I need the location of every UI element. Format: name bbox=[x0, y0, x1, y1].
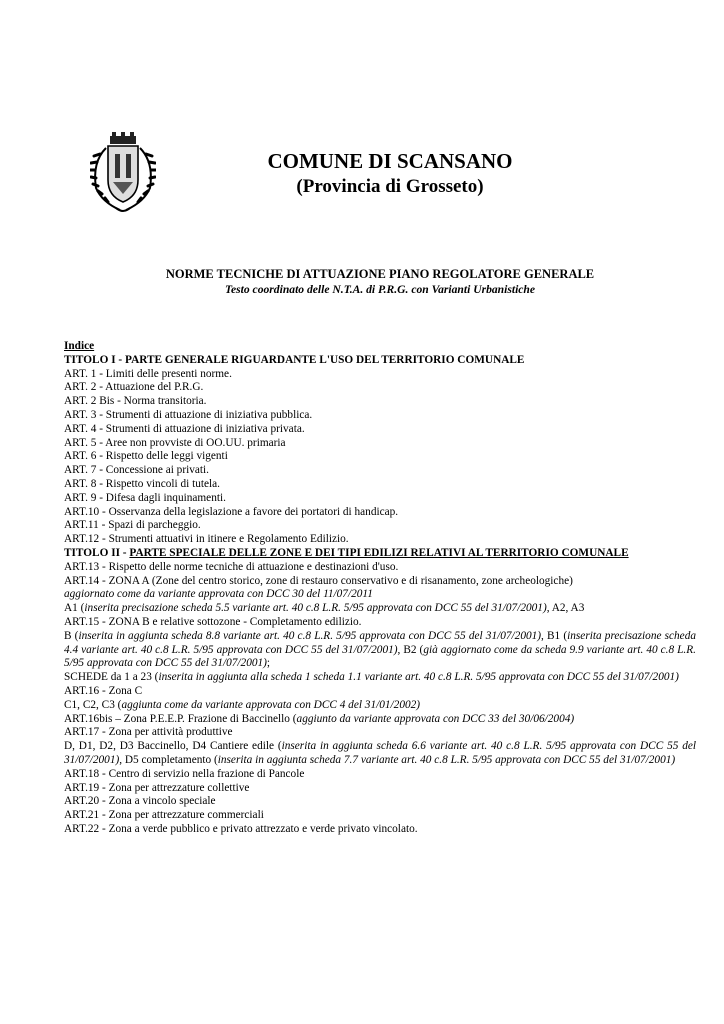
toc-entry: ART. 2 - Attuazione del P.R.G. bbox=[64, 381, 204, 394]
toc-text: , B2 ( bbox=[397, 643, 424, 656]
toc-text: ART.16bis – Zona P.E.E.P. Frazione di Baccinello ( bbox=[64, 712, 297, 725]
toc-text: A1 ( bbox=[64, 602, 85, 615]
toc-note-text: inserita in aggiunta scheda 8.8 variante art. 40 c.8 L.R. 5/95 approvata con DCC 55 del 31/07/2001) bbox=[78, 629, 542, 642]
toc-text: ; bbox=[266, 657, 271, 670]
page-header bbox=[230, 148, 550, 200]
toc-note-text: inserita in aggiunta alla scheda 1 scheda 1.1 variante art. 40 c.8 L.R. 5/95 approvata con DCC 55 del 31/07/2001) bbox=[158, 671, 679, 684]
province-name: (Provincia di Grosseto) bbox=[296, 176, 484, 197]
toc-entry: ART.19 - Zona per attrezzature collettive bbox=[64, 781, 250, 794]
toc-entry: ART. 2 Bis - Norma transitoria. bbox=[64, 395, 207, 408]
toc-entry: ART.22 - Zona a verde pubblico e privato attrezzato e verde privato vincolato. bbox=[64, 822, 418, 835]
toc-entry: ART. 4 - Strumenti di attuazione di iniziativa privata. bbox=[64, 422, 305, 435]
toc-entry: ART. 6 - Rispetto delle leggi vigenti bbox=[64, 450, 228, 463]
toc-note-text: aggiornato come da variante approvata con DCC 30 del 11/07/2011 bbox=[64, 588, 373, 601]
toc-note-text: aggiunta come da variante approvata con DCC 4 del 31/01/2002) bbox=[121, 698, 421, 711]
toc-text: C1, C2, C3 ( bbox=[64, 698, 122, 711]
toc-note bbox=[64, 588, 696, 602]
toc-note-text: inserita in aggiunta scheda 6.6 variante art. 40 c.8 L.R. 5/95 approvata con DCC 55 del 31/07/2001) bbox=[64, 740, 696, 766]
toc-entry: ART.20 - Zona a vincolo speciale bbox=[64, 795, 216, 808]
toc-entry: ART.15 - ZONA B e relative sottozone - Completamento edilizio. bbox=[64, 615, 362, 628]
toc-entry bbox=[64, 671, 696, 685]
titolo-2-text: PARTE SPECIALE DELLE ZONE E DEI TIPI EDILIZI RELATIVI AL TERRITORIO COMUNALE bbox=[129, 546, 629, 559]
toc-text: , A2, A3 bbox=[546, 602, 585, 615]
toc-entry: ART.11 - Spazi di parcheggio. bbox=[64, 519, 201, 532]
toc-entry: ART.21 - Zona per attrezzature commerciali bbox=[64, 809, 264, 822]
toc-note-text: inserita in aggiunta scheda 7.7 variante art. 40 c.8 L.R. 5/95 approvata con DCC 55 del 31/07/2001) bbox=[217, 753, 676, 766]
toc-entry: ART. 7 - Concessione ai privati. bbox=[64, 464, 210, 477]
titolo-2-heading bbox=[64, 547, 696, 561]
toc-entry: ART. 5 - Aree non provviste di OO.UU. primaria bbox=[64, 436, 286, 449]
titolo-2-prefix: TITOLO II - bbox=[64, 546, 130, 559]
toc-entry: ART.10 - Osservanza della legislazione a favore dei portatori di handicap. bbox=[64, 505, 399, 518]
toc-text: SCHEDE da 1 a 23 ( bbox=[64, 671, 159, 684]
toc-text: , D5 completamento ( bbox=[119, 753, 218, 766]
toc-entry bbox=[64, 630, 696, 671]
document-title-block bbox=[64, 266, 696, 297]
toc-entry: ART.12 - Strumenti attuativi in itinere e Regolamento Edilizio. bbox=[64, 533, 349, 546]
municipal-coat-of-arms-icon bbox=[90, 132, 156, 214]
toc-entry bbox=[64, 713, 696, 727]
toc-entry: ART. 1 - Limiti delle presenti norme. bbox=[64, 367, 232, 380]
toc-entry: ART. 3 - Strumenti di attuazione di iniziativa pubblica. bbox=[64, 408, 313, 421]
toc-entry: ART.13 - Rispetto delle norme tecniche di attuazione e destinazioni d'uso. bbox=[64, 560, 399, 573]
document-subtitle: Testo coordinato delle N.T.A. di P.R.G. con Varianti Urbanistiche bbox=[224, 283, 536, 296]
table-of-contents bbox=[64, 340, 696, 837]
toc-note-text: aggiunto da variante approvata con DCC 33 del 30/06/2004) bbox=[296, 712, 575, 725]
municipality-name: COMUNE DI SCANSANO bbox=[267, 149, 513, 173]
toc-text: D, D1, D2, D3 Baccinello, D4 Cantiere edile ( bbox=[64, 740, 282, 753]
titolo-1-heading: TITOLO I - PARTE GENERALE RIGUARDANTE L'USO DEL TERRITORIO COMUNALE bbox=[64, 353, 525, 366]
toc-text: B ( bbox=[64, 629, 79, 642]
toc-entry bbox=[64, 602, 696, 616]
toc-text: , B1 ( bbox=[541, 629, 568, 642]
toc-entry: ART. 9 - Difesa dagli inquinamenti. bbox=[64, 491, 226, 504]
toc-note-text: già aggiornato come da scheda 9.9 variante art. 40 c.8 L.R. 5/95 approvata con DCC 55 del 31/07/2001) bbox=[64, 643, 696, 670]
toc-entry bbox=[64, 740, 696, 768]
toc-note-text: inserita precisazione scheda 5.5 variante art. 40 c.8 L.R. 5/95 approvata con DCC 55 del 31/07/2001) bbox=[84, 602, 547, 615]
toc-entry bbox=[64, 699, 696, 713]
toc-entry: ART.17 - Zona per attività produttive bbox=[64, 726, 233, 739]
toc-entry: ART.16 - Zona C bbox=[64, 684, 143, 697]
toc-note-text: inserita precisazione scheda 4.4 variante art. 40 c.8 L.R. 5/95 approvata con DCC 55 del 31/07/2001) bbox=[64, 629, 696, 656]
document-title: NORME TECNICHE DI ATTUAZIONE PIANO REGOLATORE GENERALE bbox=[165, 267, 595, 281]
toc-entry: ART.18 - Centro di servizio nella frazione di Pancole bbox=[64, 767, 305, 780]
toc-entry: ART.14 - ZONA A (Zone del centro storico, zone di restauro conservativo e di risanamento, zone archeologiche) bbox=[64, 574, 573, 587]
index-heading: Indice bbox=[64, 340, 95, 352]
toc-entry: ART. 8 - Rispetto vincoli di tutela. bbox=[64, 477, 220, 490]
